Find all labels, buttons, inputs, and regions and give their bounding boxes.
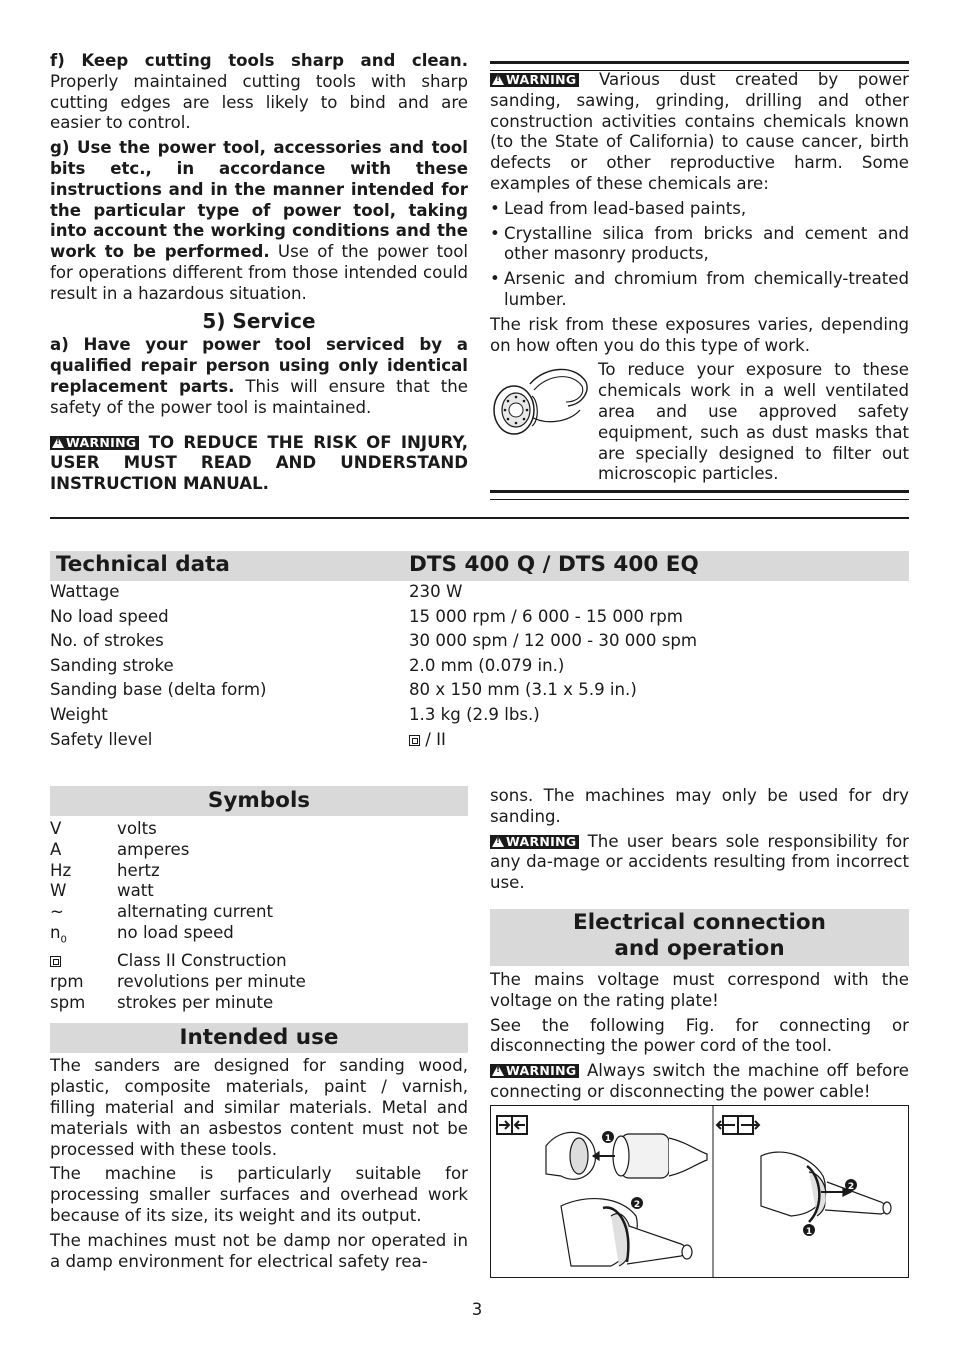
rule-a-title: a) Have your power tool serviced by a qualified repair person using only identical replacement parts.: [50, 335, 468, 396]
table-row: $n_0$ no load speed: [50, 922, 234, 946]
right-top-column: [490, 70, 909, 484]
page-number: 3: [471, 1300, 483, 1319]
dust-mask-icon: [490, 364, 592, 448]
chemical-list: [490, 199, 909, 311]
figure-label: 1: [604, 1134, 612, 1144]
technical-data: [50, 551, 909, 754]
warning-switch-off: [490, 1061, 909, 1103]
warning-badge: !WARNING: [490, 1064, 579, 1078]
warning-dust: [490, 70, 909, 195]
service-heading: 5) Service: [202, 308, 316, 333]
electrical-p1: The mains voltage must correspond with the voltage on the rating plate!: [490, 969, 909, 1010]
table-row: ~ alternating current: [50, 902, 274, 922]
warning-dust-text: Various dust created by power sanding, sawing, grinding, drilling and other construction activities contains chemicals known (to the State of California) to cause cancer, birth defects or other reproductive harm. Some examples of these chemicals are:: [490, 70, 909, 193]
figure-label: 2: [633, 1200, 641, 1210]
plug-unlock-drawing: [761, 1152, 891, 1222]
rule-g-text: Use of the power tool for operations different from those intended could result in a hazardous situation.: [50, 242, 469, 303]
table-row: No. of strokes 30 000 spm / 12 000 - 30 000 spm: [50, 631, 698, 651]
left-top-column: [50, 51, 468, 499]
warning-badge: !WARNING: [490, 835, 579, 849]
warning-manual: [50, 433, 468, 495]
list-item: • Lead from lead-based paints,: [490, 199, 909, 220]
electrical-p2: See the following Fig. for connecting or disconnecting the power cord of the tool.: [490, 1015, 909, 1056]
intended-use-p1: The sanders are designed for sanding wood, plastic, composite materials, paint / varnish, filling material and similar materials. Metal and materials with an asbestos content must not be processed with these tools.: [50, 1056, 468, 1159]
section-divider: [50, 517, 909, 519]
symbols-heading: Symbols: [50, 786, 468, 816]
table-row: A amperes: [50, 839, 190, 859]
table-row: Sanding stroke 2.0 mm (0.079 in.): [50, 655, 565, 675]
rule-g-title: g) Use the power tool, accessories and tool bits etc., in accordance with these instructions and in the manner intended for the particular type of power tool, taking into account the working conditions and the work to be performed.: [50, 138, 468, 262]
technical-data-header: [50, 551, 909, 581]
plug-insert-drawing: [546, 1132, 707, 1179]
electrical-heading: [490, 909, 909, 966]
rule-a-text: This will ensure that the safety of the power tool is maintained.: [50, 376, 469, 417]
left-bottom-column: [50, 786, 468, 1276]
mask-block: [490, 360, 909, 484]
power-cord-figure: [490, 1105, 909, 1278]
table-row: Weight 1.3 kg (2.9 lbs.): [50, 704, 540, 724]
table-row: Sanding base (delta form) 80 x 150 mm (3.1 x 5.9 in.): [50, 680, 637, 700]
warning-triangle-icon: [52, 437, 64, 448]
technical-data-title: Technical data: [56, 552, 230, 577]
warning-triangle-icon: [492, 1065, 504, 1076]
rule-g: [50, 138, 468, 304]
figure-label: 1: [805, 1227, 813, 1237]
bottom-double-rule: [490, 490, 909, 500]
plug-lock-drawing: [561, 1199, 692, 1266]
warning-responsibility-text: The user bears sole responsibility for any da-mage or accidents resulting from incorrect use.: [490, 831, 909, 893]
mask-text: To reduce your exposure to these chemicals work in a well ventilated area and use approved safety equipment, such as dust masks that are specially designed to filter out microscopic particles.: [598, 360, 909, 484]
connect-icon: [497, 1116, 527, 1134]
intended-use-heading: Intended use: [50, 1023, 468, 1053]
list-item: • Arsenic and chromium from chemically-treated lumber.: [490, 269, 909, 311]
rule-f: [50, 51, 468, 134]
table-row: spm strokes per minute: [50, 992, 274, 1012]
electrical-heading-line-1: Electrical connection: [573, 909, 826, 935]
table-row: No load speed 15 000 rpm / 6 000 - 15 000 rpm: [50, 606, 683, 626]
warning-triangle-icon: [492, 74, 504, 85]
rule-f-title: f) Keep cutting tools sharp and clean.: [50, 51, 468, 70]
figure-label: 2: [847, 1182, 855, 1192]
warning-badge: !WARNING: [490, 73, 579, 87]
warning-manual-text: TO REDUCE THE RISK OF INJURY, USER MUST READ AND UNDERSTAND INSTRUCTION MANUAL.: [50, 432, 468, 494]
table-row: rpm revolutions per minute: [50, 971, 306, 991]
table-row: V volts: [50, 819, 157, 838]
table-row: Hz hertz: [50, 860, 160, 880]
intended-use-p2: The machine is particularly suitable for processing smaller surfaces and overhead work because of its size, its weight and its output.: [50, 1164, 468, 1226]
power-cord-illustration: [491, 1106, 908, 1277]
right-bottom-column: [490, 786, 909, 1107]
technical-data-table: [50, 582, 697, 754]
class-ii-icon: [409, 735, 420, 746]
class-ii-icon: [50, 956, 61, 967]
rule-a: [50, 335, 468, 418]
warning-responsibility: [490, 832, 909, 894]
intended-use-p3-continued: sons. The machines may only be used for dry sanding.: [490, 786, 909, 826]
model-title: DTS 400 Q / DTS 400 EQ: [409, 552, 699, 577]
risk-text: The risk from these exposures varies, depending on how often you do this type of work.: [490, 314, 909, 355]
table-row: Class II Construction: [50, 951, 468, 972]
electrical-heading-line-2: and operation: [614, 935, 785, 961]
table-row: W watt: [50, 881, 154, 901]
rule-f-text: Properly maintained cutting tools with sharp cutting edges are less likely to bind and are easier to control.: [50, 71, 468, 133]
warning-triangle-icon: [492, 836, 504, 847]
table-row: Safety llevel / II: [50, 729, 446, 749]
list-item: • Crystalline silica from bricks and cement and other masonry products,: [490, 224, 909, 266]
symbols-table: [50, 819, 468, 1013]
disconnect-icon: [717, 1116, 759, 1134]
intended-use-p3: The machines must not be damp nor operated in a damp environment for electrical safety rea-: [50, 1230, 468, 1271]
warning-switch-off-text: Always switch the machine off before connecting or disconnecting the power cable!: [490, 1061, 909, 1101]
warning-badge: !WARNING: [50, 436, 139, 450]
table-row: Wattage 230 W: [50, 582, 463, 601]
